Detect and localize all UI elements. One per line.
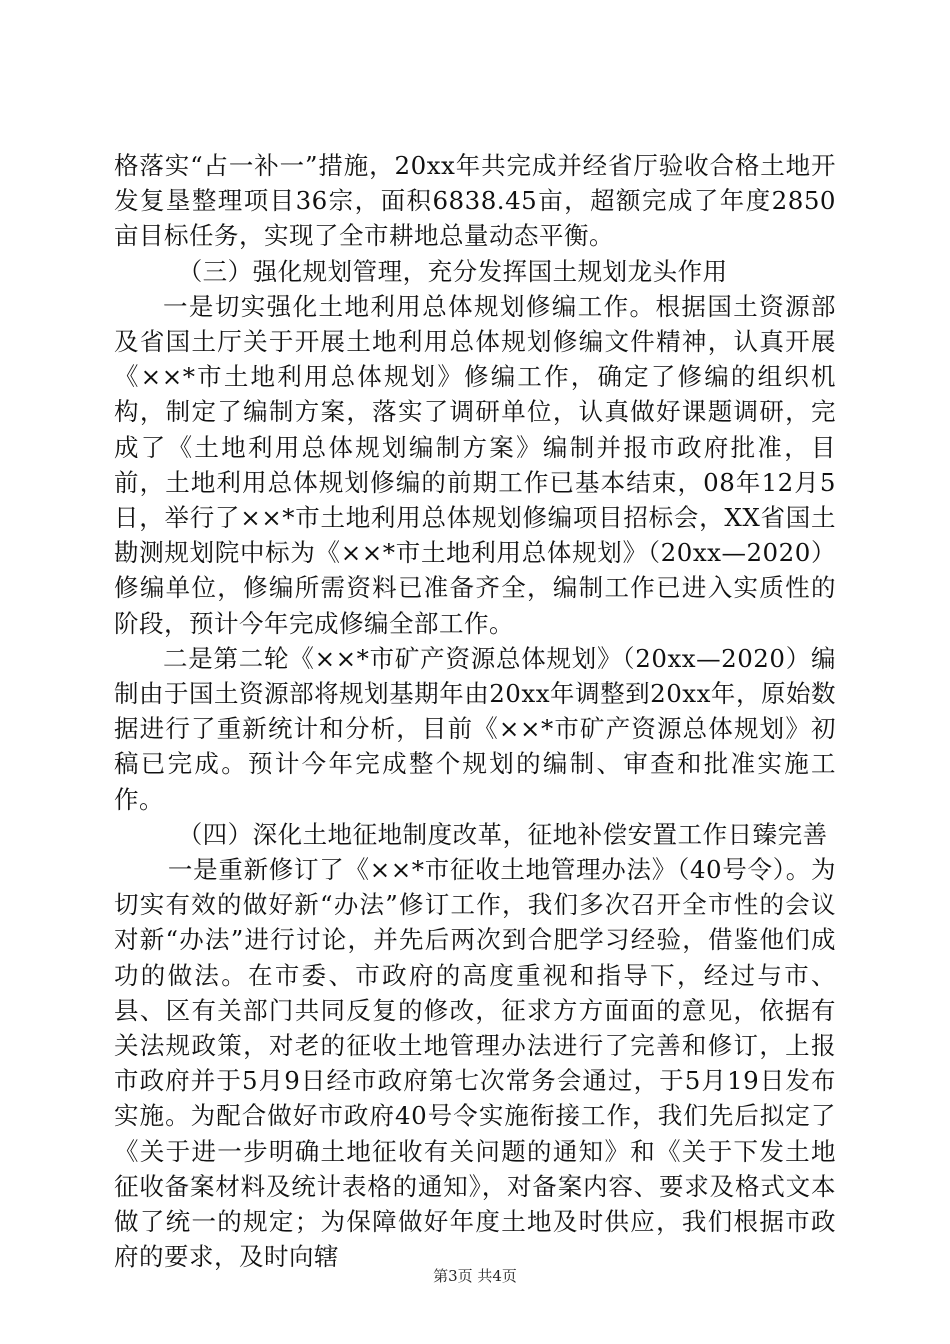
paragraph-planning-revision: 一是切实强化土地利用总体规划修编工作。根据国土资源部及省国土厅关于开展土地利用总体规划修编文件精神，认真开展《××*市土地利用总体规划》修编工作，确定了修编的组织机构，制定了编制方案，落实了调研单位，认真做好课题调研，完成了《土地利用总体规划编制方案》编制并报市政府批准，目前，土地利用总体规划修编的前期工作已基本结束，08年12月5日，举行了××*市土地利用总体规划修编项目招标会，XX省国土勘测规划院中标为《××*市土地利用总体规划》（20xx—2020）修编单位，修编所需资料已准备齐全，编制工作已进入实质性的阶段，预计今年完成修编全部工作。: [114, 291, 836, 638]
document-body: [114, 148, 836, 1275]
paragraph-continuation: 格落实“占一补一”措施，20xx年共完成并经省厅验收合格土地开发复垦整理项目36宗，面积6838.45亩，超额完成了年度2850亩目标任务，实现了全市耕地总量动态平衡。: [114, 151, 836, 251]
page-number: 第3页 共4页: [433, 1267, 517, 1285]
page-footer: [0, 1265, 950, 1286]
paragraph-mineral-planning: 二是第二轮《××*市矿产资源总体规划》（20xx—2020）编制由于国土资源部将规划基期年由20xx年调整到20xx年，原始数据进行了重新统计和分析，目前《××*市矿产资源总体规划》初稿已完成。预计今年完成整个规划的编制、审查和批准实施工作。: [114, 643, 836, 814]
paragraph-land-acquisition: 一是重新修订了《××*市征收土地管理办法》（40号令）。为切实有效的做好新“办法”修订工作，我们多次召开全市性的会议对新“办法”进行讨论，并先后两次到合肥学习经验，借鉴他们成功的做法。在市委、市政府的高度重视和指导下，经过与市、县、区有关部门共同反复的修改，征求方方面面的意见，依据有关法规政策，对老的征收土地管理办法进行了完善和修订，上报市政府并于5月9日经市政府第七次常务会通过，于5月19日发布实施。为配合做好市政府40号令实施衔接工作，我们先后拟定了《关于进一步明确土地征收有关问题的通知》和《关于下发土地征收备案材料及统计表格的通知》，对备案内容、要求及格式文本做了统一的规定；为保障做好年度土地及时供应，我们根据市政府的要求，及时向辖: [114, 855, 836, 1272]
section-heading-3: （三）强化规划管理，充分发挥国土规划龙头作用: [177, 256, 728, 286]
section-heading-4: （四）深化土地征地制度改革，征地补偿安置工作日臻完善: [177, 819, 828, 849]
